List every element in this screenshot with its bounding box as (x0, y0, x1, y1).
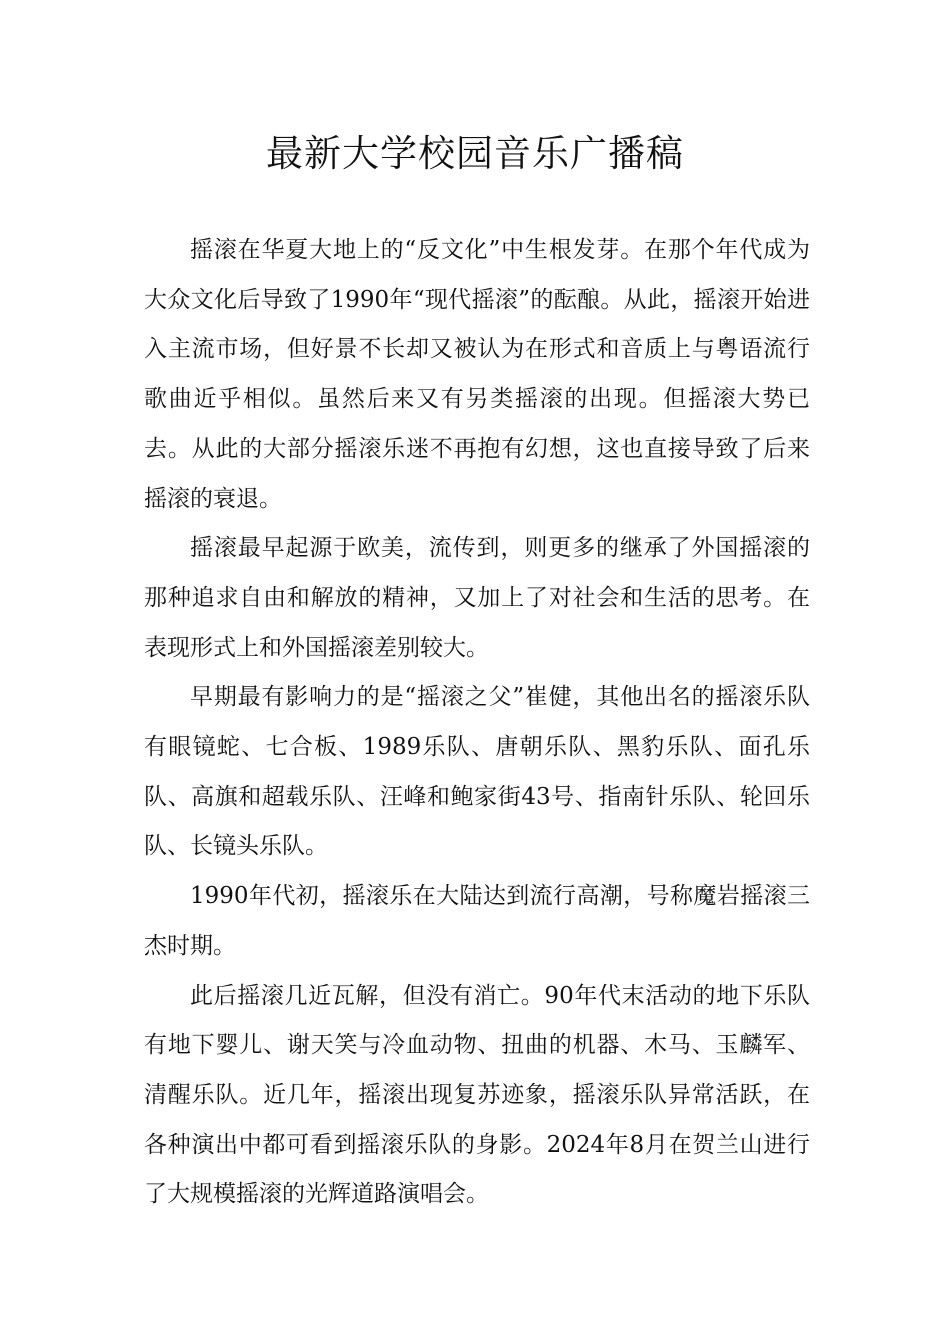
paragraph-5: 此后摇滚几近瓦解，但没有消亡。90年代末活动的地下乐队有地下婴儿、谢天笑与冷血动物、扭曲的机器、木马、玉麟军、清醒乐队。近几年，摇滚出现复苏迹象，摇滚乐队异常活跃，在各种演出中都可看到摇滚乐队的身影。2024年8月在贺兰山进行了大规模摇滚的光辉道路演唱会。 (144, 982, 810, 1208)
document-body (144, 226, 810, 1220)
paragraph-3: 早期最有影响力的是“摇滚之父”崔健，其他出名的摇滚乐队有眼镜蛇、七合板、1989乐队、唐朝乐队、黑豹乐队、面孔乐队、高旗和超载乐队、汪峰和鲍家街43号、指南针乐队、轮回乐队、长镜头乐队。 (144, 684, 810, 860)
document-title: 最新大学校园音乐广播稿 (266, 132, 684, 175)
paragraph-2: 摇滚最早起源于欧美，流传到，则更多的继承了外国摇滚的那种追求自由和解放的精神，又加上了对社会和生活的思考。在表现形式上和外国摇滚差别较大。 (144, 535, 810, 661)
paragraph-4: 1990年代初，摇滚乐在大陆达到流行高潮，号称魔岩摇滚三杰时期。 (144, 883, 810, 959)
paragraph-1: 摇滚在华夏大地上的“反文化”中生根发芽。在那个年代成为大众文化后导致了1990年“现代摇滚”的酝酿。从此，摇滚开始进入主流市场，但好景不长却又被认为在形式和音质上与粤语流行歌曲近乎相似。虽然后来又有另类摇滚的出现。但摇滚大势已去。从此的大部分摇滚乐迷不再抱有幻想，这也直接导致了后来摇滚的衰退。 (144, 237, 810, 512)
